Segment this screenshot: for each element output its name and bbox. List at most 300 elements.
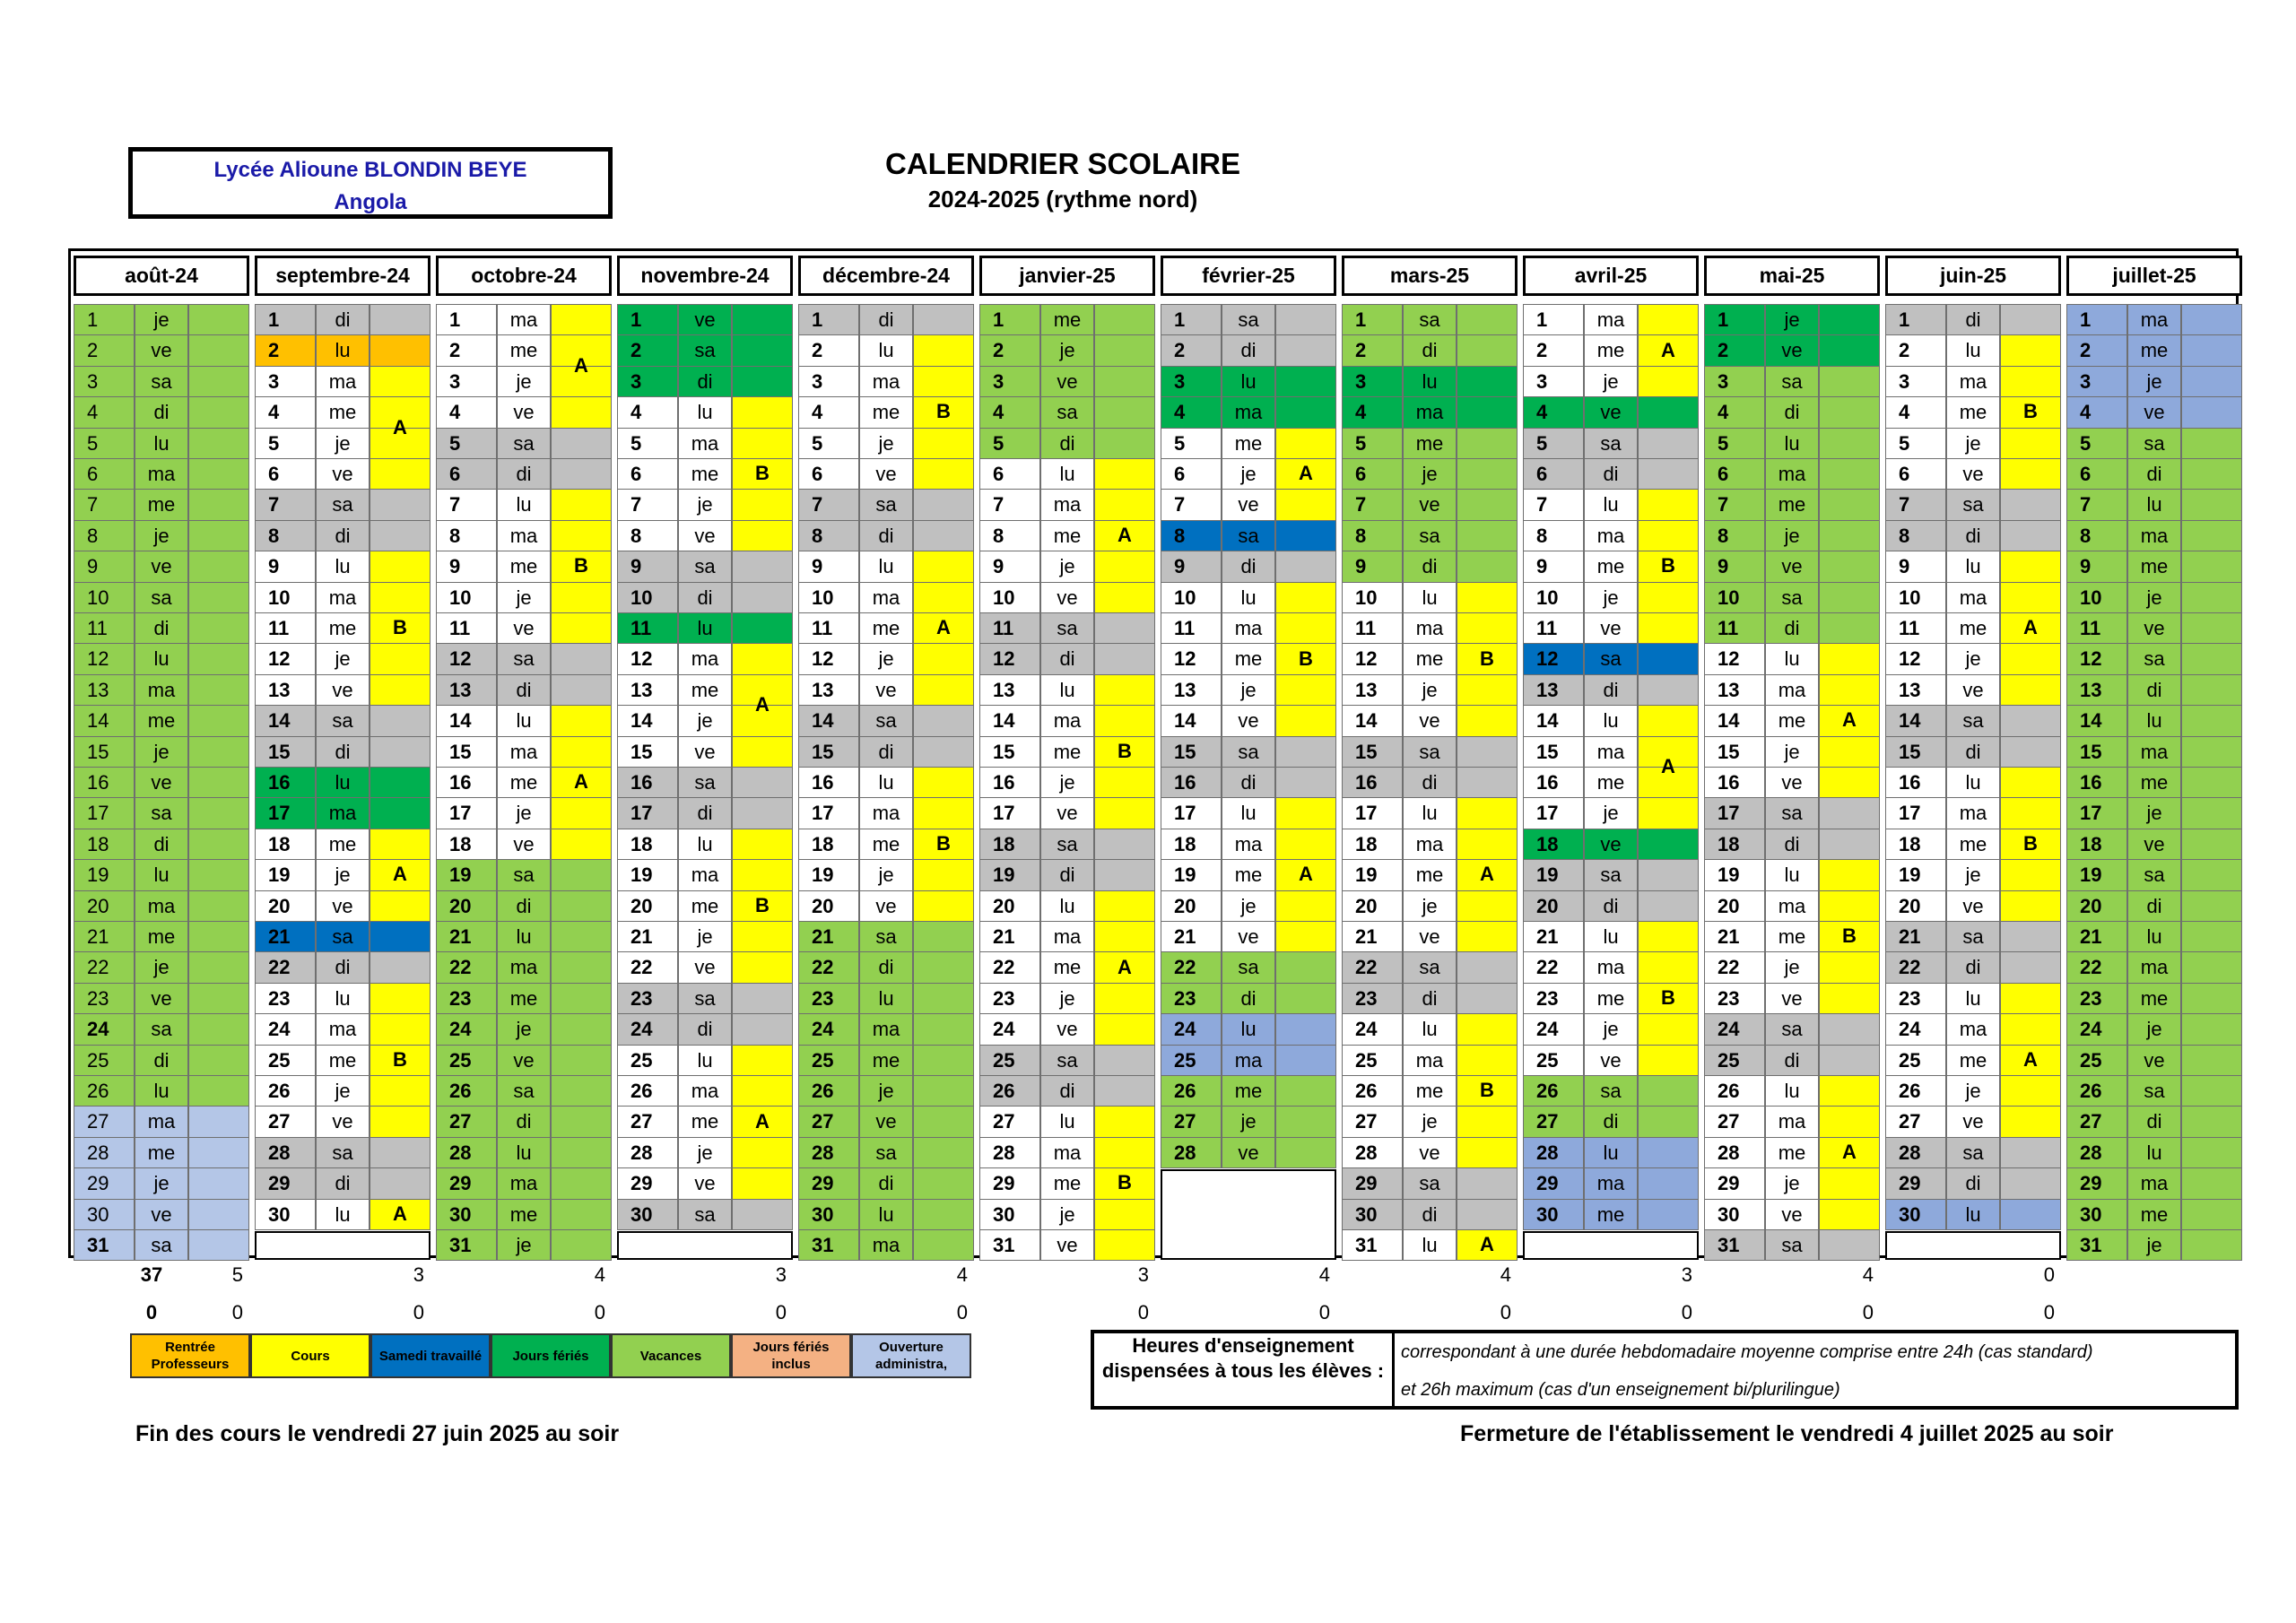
day-of-week: me [1040,520,1094,551]
day-number: 13 [1342,674,1403,706]
day-number: 25 [617,1045,678,1076]
day-number: 9 [2066,551,2127,582]
day-of-week: ve [1584,612,1638,644]
day-of-week: ve [678,951,732,983]
day-of-week: me [497,334,551,366]
day-number: 30 [2066,1199,2127,1230]
day-of-week: je [859,643,913,674]
day-number: 31 [2066,1229,2127,1261]
status-cell [1094,859,1155,890]
empty-rows [1523,1231,1699,1260]
day-number: 29 [1523,1167,1584,1199]
status-cell [1275,551,1336,582]
day-number: 2 [979,334,1040,366]
day-number: 29 [2066,1167,2127,1199]
day-of-week: di [2127,458,2181,490]
day-number: 7 [74,489,135,520]
day-number: 4 [617,396,678,428]
day-of-week: je [678,921,732,952]
month-header: novembre-24 [617,256,793,296]
status-cell [188,304,249,335]
status-cell [551,458,612,490]
day-number: 5 [617,428,678,459]
day-number: 13 [1704,674,1765,706]
week-label: A [1842,708,1857,732]
day-number: 19 [1885,859,1946,890]
day-of-week: je [316,1075,370,1107]
day-of-week: me [2127,983,2181,1014]
day-of-week: ma [1584,520,1638,551]
day-number: 23 [979,983,1040,1014]
day-number: 22 [2066,951,2127,983]
day-number: 4 [1885,396,1946,428]
status-cell [1275,951,1336,983]
day-of-week: ve [1040,582,1094,613]
day-of-week: sa [1584,1075,1638,1107]
day-of-week: me [678,890,732,922]
day-number: 2 [2066,334,2127,366]
week-label: B [1480,1079,1494,1102]
day-of-week: lu [497,1137,551,1168]
day-of-week: di [316,520,370,551]
day-of-week: ma [1222,829,1275,860]
day-number: 14 [74,705,135,736]
status-cell [1457,951,1518,983]
day-number: 2 [1704,334,1765,366]
status-cell [188,951,249,983]
day-number: 23 [436,983,497,1014]
day-of-week: me [1403,643,1457,674]
day-number: 27 [1342,1106,1403,1137]
day-of-week: di [135,829,188,860]
status-cell [1457,489,1518,520]
week-label: A [2023,616,2038,639]
day-of-week: ve [135,551,188,582]
month-column [617,256,793,1256]
day-number: 5 [1704,428,1765,459]
day-of-week: me [1040,304,1094,335]
day-of-week: ma [135,1106,188,1137]
week-label: A [1661,338,1675,361]
month-header: décembre-24 [798,256,974,296]
day-of-week: sa [497,859,551,890]
day-of-week: je [678,489,732,520]
day-of-week: sa [859,705,913,736]
day-of-week: sa [497,643,551,674]
day-number: 28 [1523,1137,1584,1168]
status-cell [2181,890,2242,922]
day-number: 14 [1885,705,1946,736]
day-of-week: lu [1946,1199,2000,1230]
day-number: 6 [1885,458,1946,490]
day-of-week: ma [1040,1137,1094,1168]
day-number: 25 [979,1045,1040,1076]
status-cell [2181,489,2242,520]
day-of-week: ve [135,767,188,798]
status-cell [551,890,612,922]
day-of-week: ve [1222,921,1275,952]
day-of-week: ma [497,1167,551,1199]
day-number: 28 [1885,1137,1946,1168]
day-of-week: di [1946,520,2000,551]
status-cell [188,705,249,736]
day-number: 15 [255,736,316,768]
day-of-week: me [2127,551,2181,582]
day-of-week: me [1222,428,1275,459]
day-number: 12 [74,643,135,674]
day-of-week: sa [1403,304,1457,335]
status-cell [2181,334,2242,366]
day-number: 30 [74,1199,135,1230]
day-of-week: di [1222,983,1275,1014]
day-number: 13 [798,674,859,706]
day-number: 1 [1885,304,1946,335]
day-number: 13 [1523,674,1584,706]
day-of-week: sa [2127,643,2181,674]
day-of-week: me [497,767,551,798]
day-of-week: ve [135,1199,188,1230]
empty-rows [1885,1231,2061,1260]
day-number: 1 [1704,304,1765,335]
status-cell [2181,797,2242,829]
day-of-week: me [1403,428,1457,459]
day-number: 29 [74,1167,135,1199]
day-of-week: je [678,705,732,736]
day-of-week: me [2127,767,2181,798]
status-cell [370,951,430,983]
day-number: 26 [255,1075,316,1107]
day-of-week: je [1765,951,1819,983]
status-cell [2181,1013,2242,1045]
day-number: 28 [436,1137,497,1168]
day-number: 30 [798,1199,859,1230]
week-label: B [755,893,770,916]
status-cell [1819,520,1880,551]
day-number: 14 [798,705,859,736]
status-cell [188,582,249,613]
day-number: 29 [255,1167,316,1199]
day-of-week: di [1403,983,1457,1014]
day-of-week: ve [1403,1137,1457,1168]
month-column [74,256,249,1256]
day-number: 24 [2066,1013,2127,1045]
day-of-week: sa [859,921,913,952]
status-cell [1819,334,1880,366]
day-number: 7 [979,489,1040,520]
status-cell [2000,304,2061,335]
day-number: 3 [1885,366,1946,397]
day-of-week: je [1765,520,1819,551]
week-label: B [755,462,770,485]
day-number: 3 [617,366,678,397]
day-of-week: di [678,1013,732,1045]
day-of-week: je [1765,304,1819,335]
day-of-week: di [497,674,551,706]
day-of-week: je [1222,674,1275,706]
day-of-week: me [1403,859,1457,890]
day-number: 23 [1523,983,1584,1014]
day-of-week: ve [1584,396,1638,428]
month-column [255,256,430,1256]
day-number: 17 [2066,797,2127,829]
day-number: 10 [1161,582,1222,613]
status-cell [188,1229,249,1261]
day-number: 25 [1885,1045,1946,1076]
week-label: B [574,554,588,577]
day-number: 30 [1523,1199,1584,1230]
status-cell [1457,1199,1518,1230]
day-of-week: sa [2127,1075,2181,1107]
status-cell [1457,520,1518,551]
month-total-days: 4 [594,1263,605,1286]
day-number: 29 [1704,1167,1765,1199]
status-cell [1457,458,1518,490]
status-cell [1638,1106,1699,1137]
month-total-ferie: 0 [413,1301,424,1324]
day-number: 4 [1523,396,1584,428]
day-number: 24 [798,1013,859,1045]
day-of-week: di [497,890,551,922]
month-total-days: 4 [1500,1263,1511,1286]
day-number: 18 [255,829,316,860]
day-of-week: lu [497,705,551,736]
day-number: 29 [617,1167,678,1199]
day-of-week: je [1946,643,2000,674]
day-number: 28 [1704,1137,1765,1168]
day-of-week: ma [678,643,732,674]
day-number: 24 [979,1013,1040,1045]
day-number: 30 [979,1199,1040,1230]
day-of-week: lu [859,1199,913,1230]
day-of-week: me [1584,551,1638,582]
day-number: 29 [979,1167,1040,1199]
status-cell [2181,551,2242,582]
day-number: 22 [74,951,135,983]
day-number: 15 [436,736,497,768]
month-total-days: 3 [1137,1263,1149,1286]
day-number: 26 [617,1075,678,1107]
status-cell [188,1106,249,1137]
day-number: 28 [1161,1137,1222,1168]
day-number: 17 [1161,797,1222,829]
month-total-ferie: 0 [1681,1301,1692,1324]
day-number: 22 [979,951,1040,983]
week-label: A [1661,754,1675,777]
status-cell [2181,520,2242,551]
day-number: 22 [1523,951,1584,983]
day-of-week: sa [1222,304,1275,335]
day-number: 24 [436,1013,497,1045]
day-number: 25 [1704,1045,1765,1076]
status-cell [551,1045,612,1076]
status-cell [188,1045,249,1076]
status-cell [551,643,612,674]
day-number: 2 [1161,334,1222,366]
month-column [1342,256,1518,1256]
status-cell [2181,396,2242,428]
day-of-week: ve [678,1167,732,1199]
week-label: A [1299,462,1313,485]
status-cell [1094,334,1155,366]
day-number: 6 [436,458,497,490]
week-label: B [1661,986,1675,1009]
day-of-week: sa [859,1137,913,1168]
day-number: 22 [436,951,497,983]
day-of-week: ma [859,1229,913,1261]
day-number: 12 [798,643,859,674]
month-column [798,256,974,1256]
day-of-week: je [135,520,188,551]
day-of-week: ve [316,674,370,706]
day-of-week: di [678,366,732,397]
day-of-week: ve [678,520,732,551]
day-of-week: ve [1946,890,2000,922]
week-label: B [393,616,407,639]
status-cell [1094,612,1155,644]
day-of-week: sa [1765,1229,1819,1261]
day-of-week: di [1765,1045,1819,1076]
month-total-ferie: 0 [2043,1301,2055,1324]
day-of-week: lu [1946,767,2000,798]
day-number: 1 [617,304,678,335]
status-cell [188,458,249,490]
day-of-week: lu [497,489,551,520]
status-cell [188,1167,249,1199]
day-of-week: ma [1584,951,1638,983]
day-number: 30 [1885,1199,1946,1230]
empty-rows [255,1231,430,1260]
day-of-week: lu [859,983,913,1014]
day-number: 12 [1342,643,1403,674]
day-of-week: je [1946,859,2000,890]
month-total-days: 3 [413,1263,424,1286]
status-cell [732,983,793,1014]
day-of-week: sa [1403,951,1457,983]
day-number: 11 [798,612,859,644]
day-number: 24 [1342,1013,1403,1045]
day-of-week: lu [1765,643,1819,674]
day-of-week: lu [1222,1013,1275,1045]
day-of-week: di [1584,890,1638,922]
status-cell [2000,1137,2061,1168]
day-number: 7 [1885,489,1946,520]
day-number: 26 [436,1075,497,1107]
status-cell [913,1137,974,1168]
day-number: 20 [2066,890,2127,922]
day-number: 11 [2066,612,2127,644]
day-of-week: ve [497,1045,551,1076]
day-number: 8 [2066,520,2127,551]
day-number: 16 [436,767,497,798]
day-number: 29 [1885,1167,1946,1199]
day-of-week: lu [1403,1013,1457,1045]
day-of-week: sa [1040,396,1094,428]
day-number: 14 [1704,705,1765,736]
status-cell [2000,951,2061,983]
day-of-week: sa [316,489,370,520]
status-cell [1275,1106,1336,1137]
day-of-week: lu [1403,1229,1457,1261]
status-cell [1819,1229,1880,1261]
day-of-week: me [1765,489,1819,520]
day-of-week: lu [135,428,188,459]
day-of-week: lu [316,1199,370,1230]
month-total-days: 37 [140,1263,163,1286]
day-of-week: ve [1040,797,1094,829]
day-number: 6 [255,458,316,490]
status-cell [188,890,249,922]
day-number: 15 [617,736,678,768]
week-label: A [1299,863,1313,886]
status-cell [1638,859,1699,890]
status-cell [1457,767,1518,798]
day-of-week: ve [1946,1106,2000,1137]
day-number: 9 [436,551,497,582]
day-number: 4 [436,396,497,428]
day-number: 2 [1342,334,1403,366]
day-of-week: di [1765,829,1819,860]
day-of-week: ma [2127,736,2181,768]
day-number: 4 [2066,396,2127,428]
day-of-week: ve [1040,1013,1094,1045]
empty-rows [617,1231,793,1260]
day-number: 6 [74,458,135,490]
day-of-week: je [1946,428,2000,459]
month-total-ferie: 0 [1500,1301,1511,1324]
day-of-week: ve [135,334,188,366]
day-number: 3 [255,366,316,397]
day-of-week: me [678,1106,732,1137]
status-cell [1094,643,1155,674]
status-cell [1094,304,1155,335]
day-number: 12 [255,643,316,674]
day-of-week: lu [2127,921,2181,952]
day-of-week: me [135,489,188,520]
day-number: 3 [436,366,497,397]
day-number: 8 [798,520,859,551]
day-number: 22 [255,951,316,983]
month-column [1704,256,1880,1256]
day-number: 28 [979,1137,1040,1168]
day-of-week: je [2127,1229,2181,1261]
status-cell [1819,797,1880,829]
day-of-week: je [1222,458,1275,490]
day-of-week: me [1584,1199,1638,1230]
day-of-week: me [859,612,913,644]
day-number: 9 [1342,551,1403,582]
day-of-week: me [135,1137,188,1168]
status-cell [370,489,430,520]
status-cell [370,520,430,551]
day-number: 10 [255,582,316,613]
day-of-week: ve [2127,396,2181,428]
status-cell [1638,829,1699,860]
status-cell [1457,428,1518,459]
page-subtitle: 2024-2025 (rythme nord) [927,186,1198,213]
day-of-week: di [1584,1106,1638,1137]
status-cell [1275,334,1336,366]
month-header: février-25 [1161,256,1336,296]
day-of-week: sa [678,1199,732,1230]
day-of-week: me [1584,334,1638,366]
month-total-ferie: 0 [1862,1301,1874,1324]
day-of-week: ma [1040,921,1094,952]
day-number: 13 [979,674,1040,706]
month-header: octobre-24 [436,256,612,296]
day-of-week: ma [2127,304,2181,335]
day-number: 16 [979,767,1040,798]
day-of-week: me [316,612,370,644]
